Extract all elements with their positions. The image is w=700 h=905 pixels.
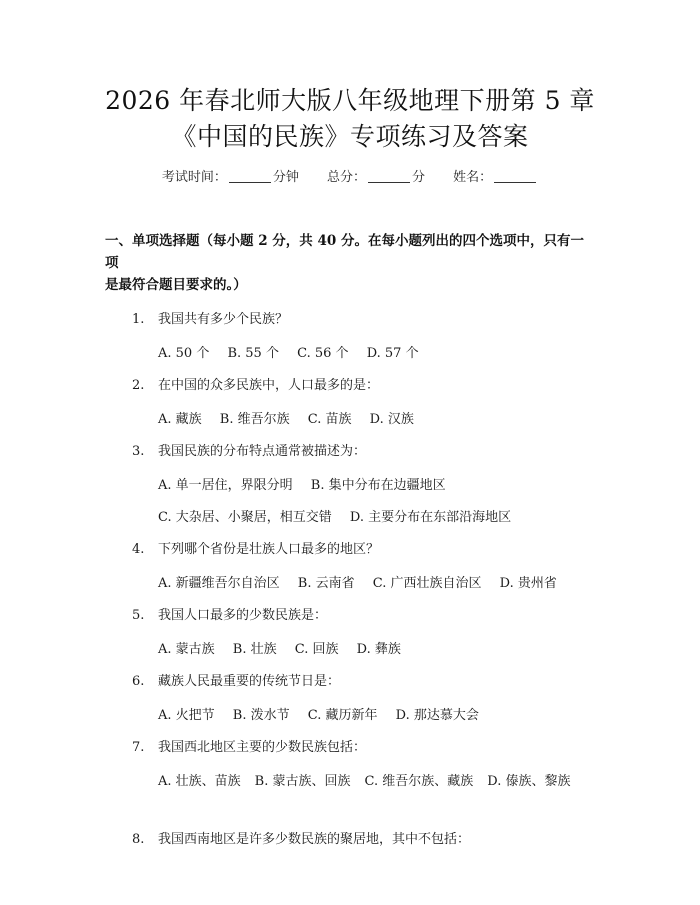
question-8 — [132, 830, 470, 850]
question-text: 我国民族的分布特点通常被描述为： — [158, 444, 367, 459]
option-a: A. 蒙古族 — [158, 642, 215, 657]
question-text: 我国西北地区主要的少数民族包括： — [158, 740, 367, 755]
question-text: 在中国的众多民族中，人口最多的是： — [158, 378, 380, 393]
option-c: C. 藏历新年 — [307, 708, 378, 723]
option-d: D. 傣族、黎族 — [487, 774, 571, 789]
question-6 — [132, 672, 340, 692]
question-text: 下列哪个省份是壮族人口最多的地区？ — [158, 542, 380, 557]
option-d: D. 贵州省 — [499, 576, 557, 591]
option-c: C. 56 个 — [297, 346, 349, 361]
question-text: 我国人口最多的少数民族是： — [158, 608, 328, 623]
document-title-line-2: 《中国的民族》专项练习及答案 — [171, 122, 529, 151]
option-b: B. 蒙古族、回族 — [254, 774, 351, 789]
option-b: B. 55 个 — [227, 346, 279, 361]
section-header-line-1: 一、单项选择题（每小题 2 分，共 40 分。在每小题列出的四个选项中，只有一项 — [105, 233, 584, 271]
question-1 — [132, 310, 288, 330]
question-7-options — [105, 769, 595, 795]
total-score-blank — [368, 168, 410, 183]
exam-time-unit: 分钟 — [272, 170, 299, 185]
option-d: D. 主要分布在东部沿海地区 — [349, 510, 512, 525]
question-1-options — [158, 344, 419, 364]
question-6-options — [158, 706, 479, 726]
question-3-options-row-2 — [158, 508, 511, 528]
option-c: C. 大杂居、小聚居，相互交错 — [158, 510, 332, 525]
question-7 — [132, 738, 366, 758]
question-3 — [132, 442, 366, 462]
question-text: 藏族人民最重要的传统节日是： — [158, 674, 341, 689]
question-number: 5. — [132, 608, 145, 623]
question-5-options — [158, 640, 401, 660]
question-4 — [132, 540, 379, 560]
question-number: 3. — [132, 444, 145, 459]
option-d: D. 汉族 — [369, 412, 414, 427]
option-a: A. 单一居住，界限分明 — [158, 478, 293, 493]
section-header-line-2: 是最符合题目要求的。） — [105, 277, 247, 293]
option-b: B. 维吾尔族 — [219, 412, 290, 427]
question-3-options-row-1 — [158, 476, 446, 496]
question-5 — [132, 606, 327, 626]
question-number: 1. — [132, 312, 145, 327]
option-b: B. 集中分布在边疆地区 — [310, 478, 446, 493]
total-score-label: 总分： — [326, 170, 366, 185]
question-number: 7. — [132, 740, 145, 755]
total-score-field — [327, 170, 429, 185]
option-d: D. 那达慕大会 — [395, 708, 479, 723]
option-d: D. 57 个 — [366, 346, 419, 361]
question-number: 6. — [132, 674, 145, 689]
option-a: A. 壮族、苗族 — [158, 774, 241, 789]
option-b: B. 云南省 — [297, 576, 355, 591]
question-number: 2. — [132, 378, 145, 393]
exam-time-field — [162, 170, 303, 185]
option-b: B. 泼水节 — [232, 708, 290, 723]
question-text: 我国西南地区是许多少数民族的聚居地，其中不包括： — [158, 832, 471, 847]
question-2-options — [158, 410, 414, 430]
option-c: C. 广西壮族自治区 — [372, 576, 482, 591]
exam-info — [0, 168, 700, 188]
name-label: 姓名： — [453, 170, 493, 185]
option-a: A. 火把节 — [158, 708, 215, 723]
question-number: 4. — [132, 542, 145, 557]
name-field — [453, 170, 538, 185]
question-2 — [132, 376, 379, 396]
option-a: A. 藏族 — [158, 412, 202, 427]
option-c: C. 回族 — [294, 642, 339, 657]
section-header — [105, 230, 595, 296]
option-a: A. 50 个 — [158, 346, 210, 361]
question-text: 我国共有多少个民族？ — [158, 312, 289, 327]
question-4-options — [158, 574, 557, 594]
name-blank — [494, 168, 536, 183]
question-number: 8. — [132, 832, 145, 847]
option-c: C. 苗族 — [307, 412, 352, 427]
exam-time-blank — [229, 168, 271, 183]
option-d: D. 彝族 — [356, 642, 401, 657]
option-c: C. 维吾尔族、藏族 — [364, 774, 474, 789]
exam-time-label: 考试时间： — [161, 170, 227, 185]
option-a: A. 新疆维吾尔自治区 — [158, 576, 280, 591]
document-title-line-1: 2026 年春北师大版八年级地理下册第 5 章 — [105, 86, 595, 115]
option-b: B. 壮族 — [232, 642, 277, 657]
total-score-unit: 分 — [412, 170, 426, 185]
